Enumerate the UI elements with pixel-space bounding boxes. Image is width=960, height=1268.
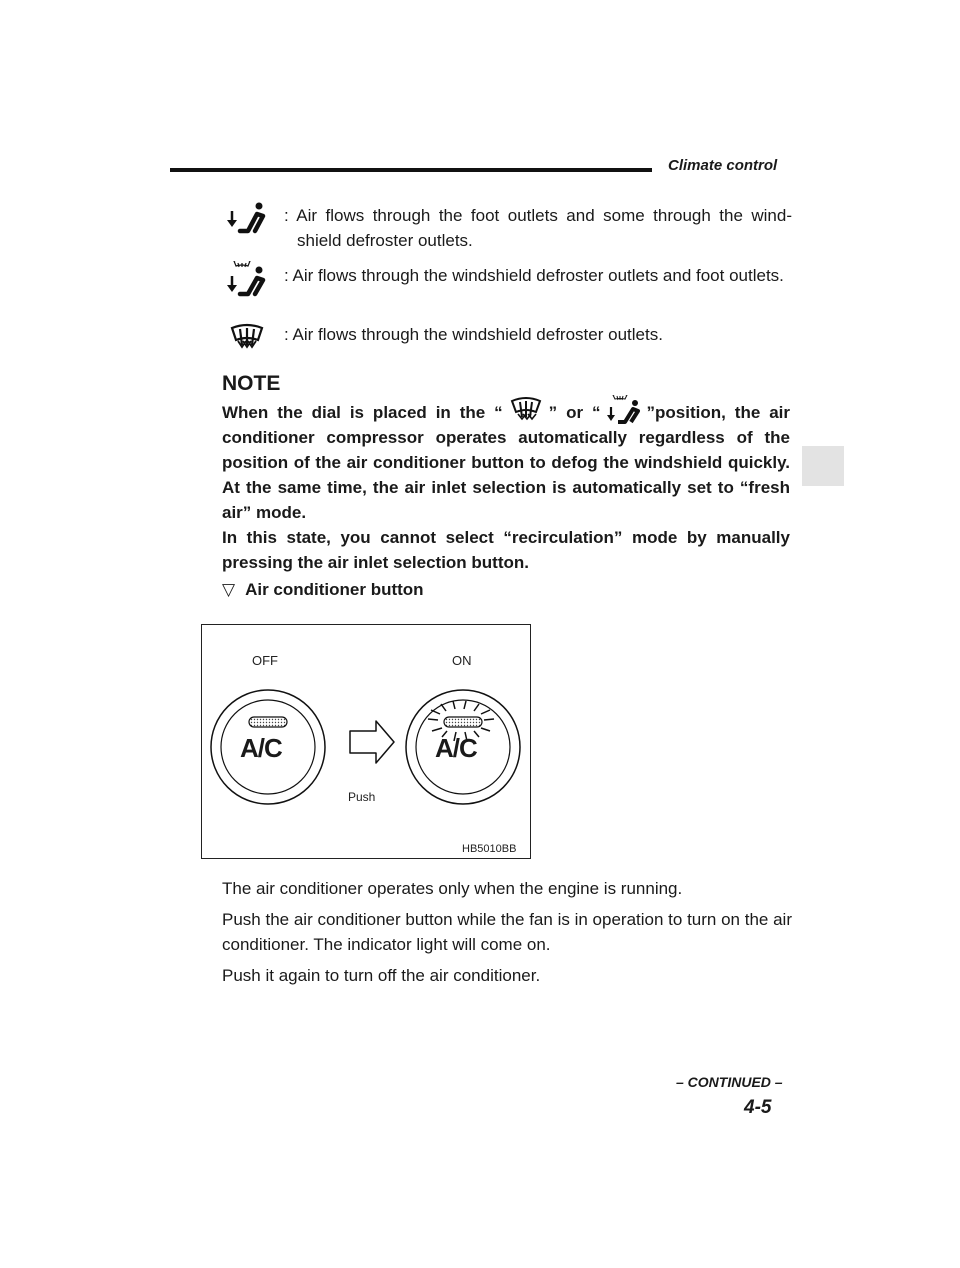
note-paragraph: In this state, you cannot select “recirculation” mode by manually pressing the air inlet selection button.	[222, 528, 790, 572]
body-paragraph: Push the air conditioner button while the fan is in operation to turn on the air conditioner. The indicator light will come on.	[222, 910, 792, 954]
push-label: Push	[348, 790, 376, 804]
page-number: 4-5	[744, 1097, 772, 1118]
continued-marker: – CONTINUED –	[676, 1074, 783, 1090]
chapter-thumb-tab	[802, 446, 844, 486]
defrost-foot-mode-icon	[222, 261, 272, 301]
off-label: OFF	[252, 653, 278, 668]
note-paragraph	[222, 400, 790, 525]
ac-button-off-text: A/C	[240, 733, 282, 763]
body-paragraph: The air conditioner operates only when the engine is running.	[222, 879, 683, 898]
page-header-title: Climate control	[668, 157, 778, 174]
mode-description: : Air flows through the foot outlets and some through the wind-shield defroster outlets.	[284, 206, 792, 250]
note-text: When the dial is placed in the “	[222, 403, 503, 422]
note-text: ” or “	[548, 403, 601, 422]
defrost-foot-mode-icon	[603, 395, 645, 425]
push-arrow-icon	[350, 721, 394, 763]
header-rule	[170, 168, 652, 172]
body-paragraph: Push it again to turn off the air conditioner.	[222, 966, 541, 985]
note-heading: NOTE	[222, 372, 281, 395]
on-label: ON	[452, 653, 472, 668]
defrost-mode-icon	[505, 395, 547, 425]
figure-code: HB5010BB	[462, 843, 517, 855]
note-text: ”position, the air conditioner compressor operates automatically regardless of the position of the air conditioner button to defog the windshield quickly. At the same time, the air inlet selection is automatically set to “fresh air” mode.	[222, 403, 790, 522]
subsection-title-text: Air conditioner button	[245, 580, 424, 599]
ac-button-figure	[201, 624, 531, 859]
ac-button-on-text: A/C	[435, 733, 477, 763]
defrost-mode-icon	[222, 320, 272, 360]
mode-description: : Air flows through the windshield defroster outlets and foot outlets.	[284, 266, 784, 285]
foot-defrost-mode-icon	[222, 201, 272, 241]
subsection-title	[222, 580, 424, 600]
subsection-marker: ▽	[222, 580, 236, 599]
note-body	[222, 400, 790, 575]
mode-description: : Air flows through the windshield defroster outlets.	[284, 325, 663, 344]
